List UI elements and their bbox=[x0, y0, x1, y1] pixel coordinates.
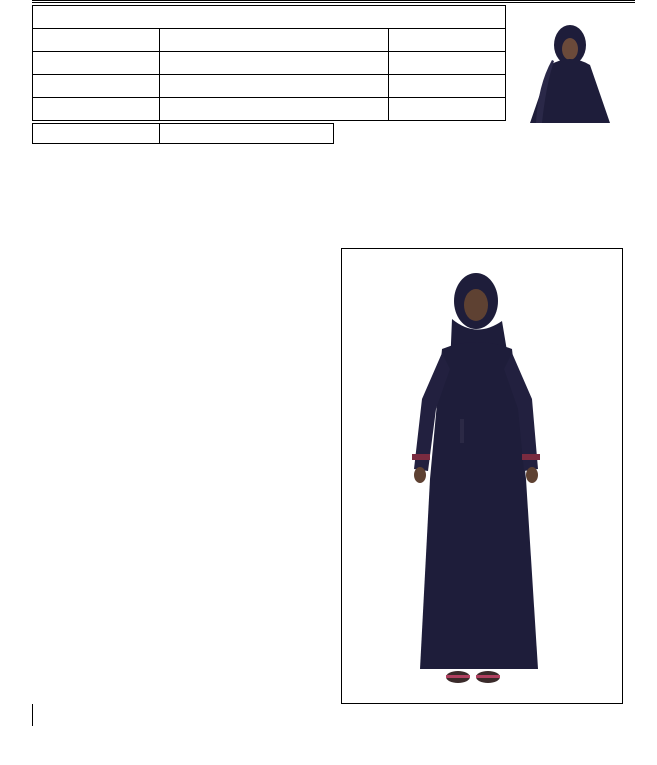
top_rows-row bbox=[32, 75, 506, 98]
top_rows-row bbox=[32, 98, 506, 121]
column-divider bbox=[159, 75, 160, 97]
applicant-portrait-full bbox=[342, 249, 622, 703]
remarks-row bbox=[32, 704, 635, 726]
applicant-portrait-small bbox=[506, 5, 635, 123]
phone-row bbox=[32, 123, 334, 144]
large-photo bbox=[341, 248, 623, 704]
column-divider bbox=[159, 98, 160, 120]
header-row bbox=[32, 5, 506, 29]
top_rows-row bbox=[32, 29, 506, 52]
top-border bbox=[32, 0, 635, 3]
small-photo bbox=[506, 5, 635, 123]
column-divider bbox=[388, 75, 389, 97]
column-divider bbox=[388, 52, 389, 74]
top_rows-row bbox=[32, 52, 506, 75]
column-divider bbox=[159, 52, 160, 74]
column-divider bbox=[159, 29, 160, 51]
column-divider bbox=[388, 98, 389, 120]
column-divider bbox=[388, 29, 389, 51]
